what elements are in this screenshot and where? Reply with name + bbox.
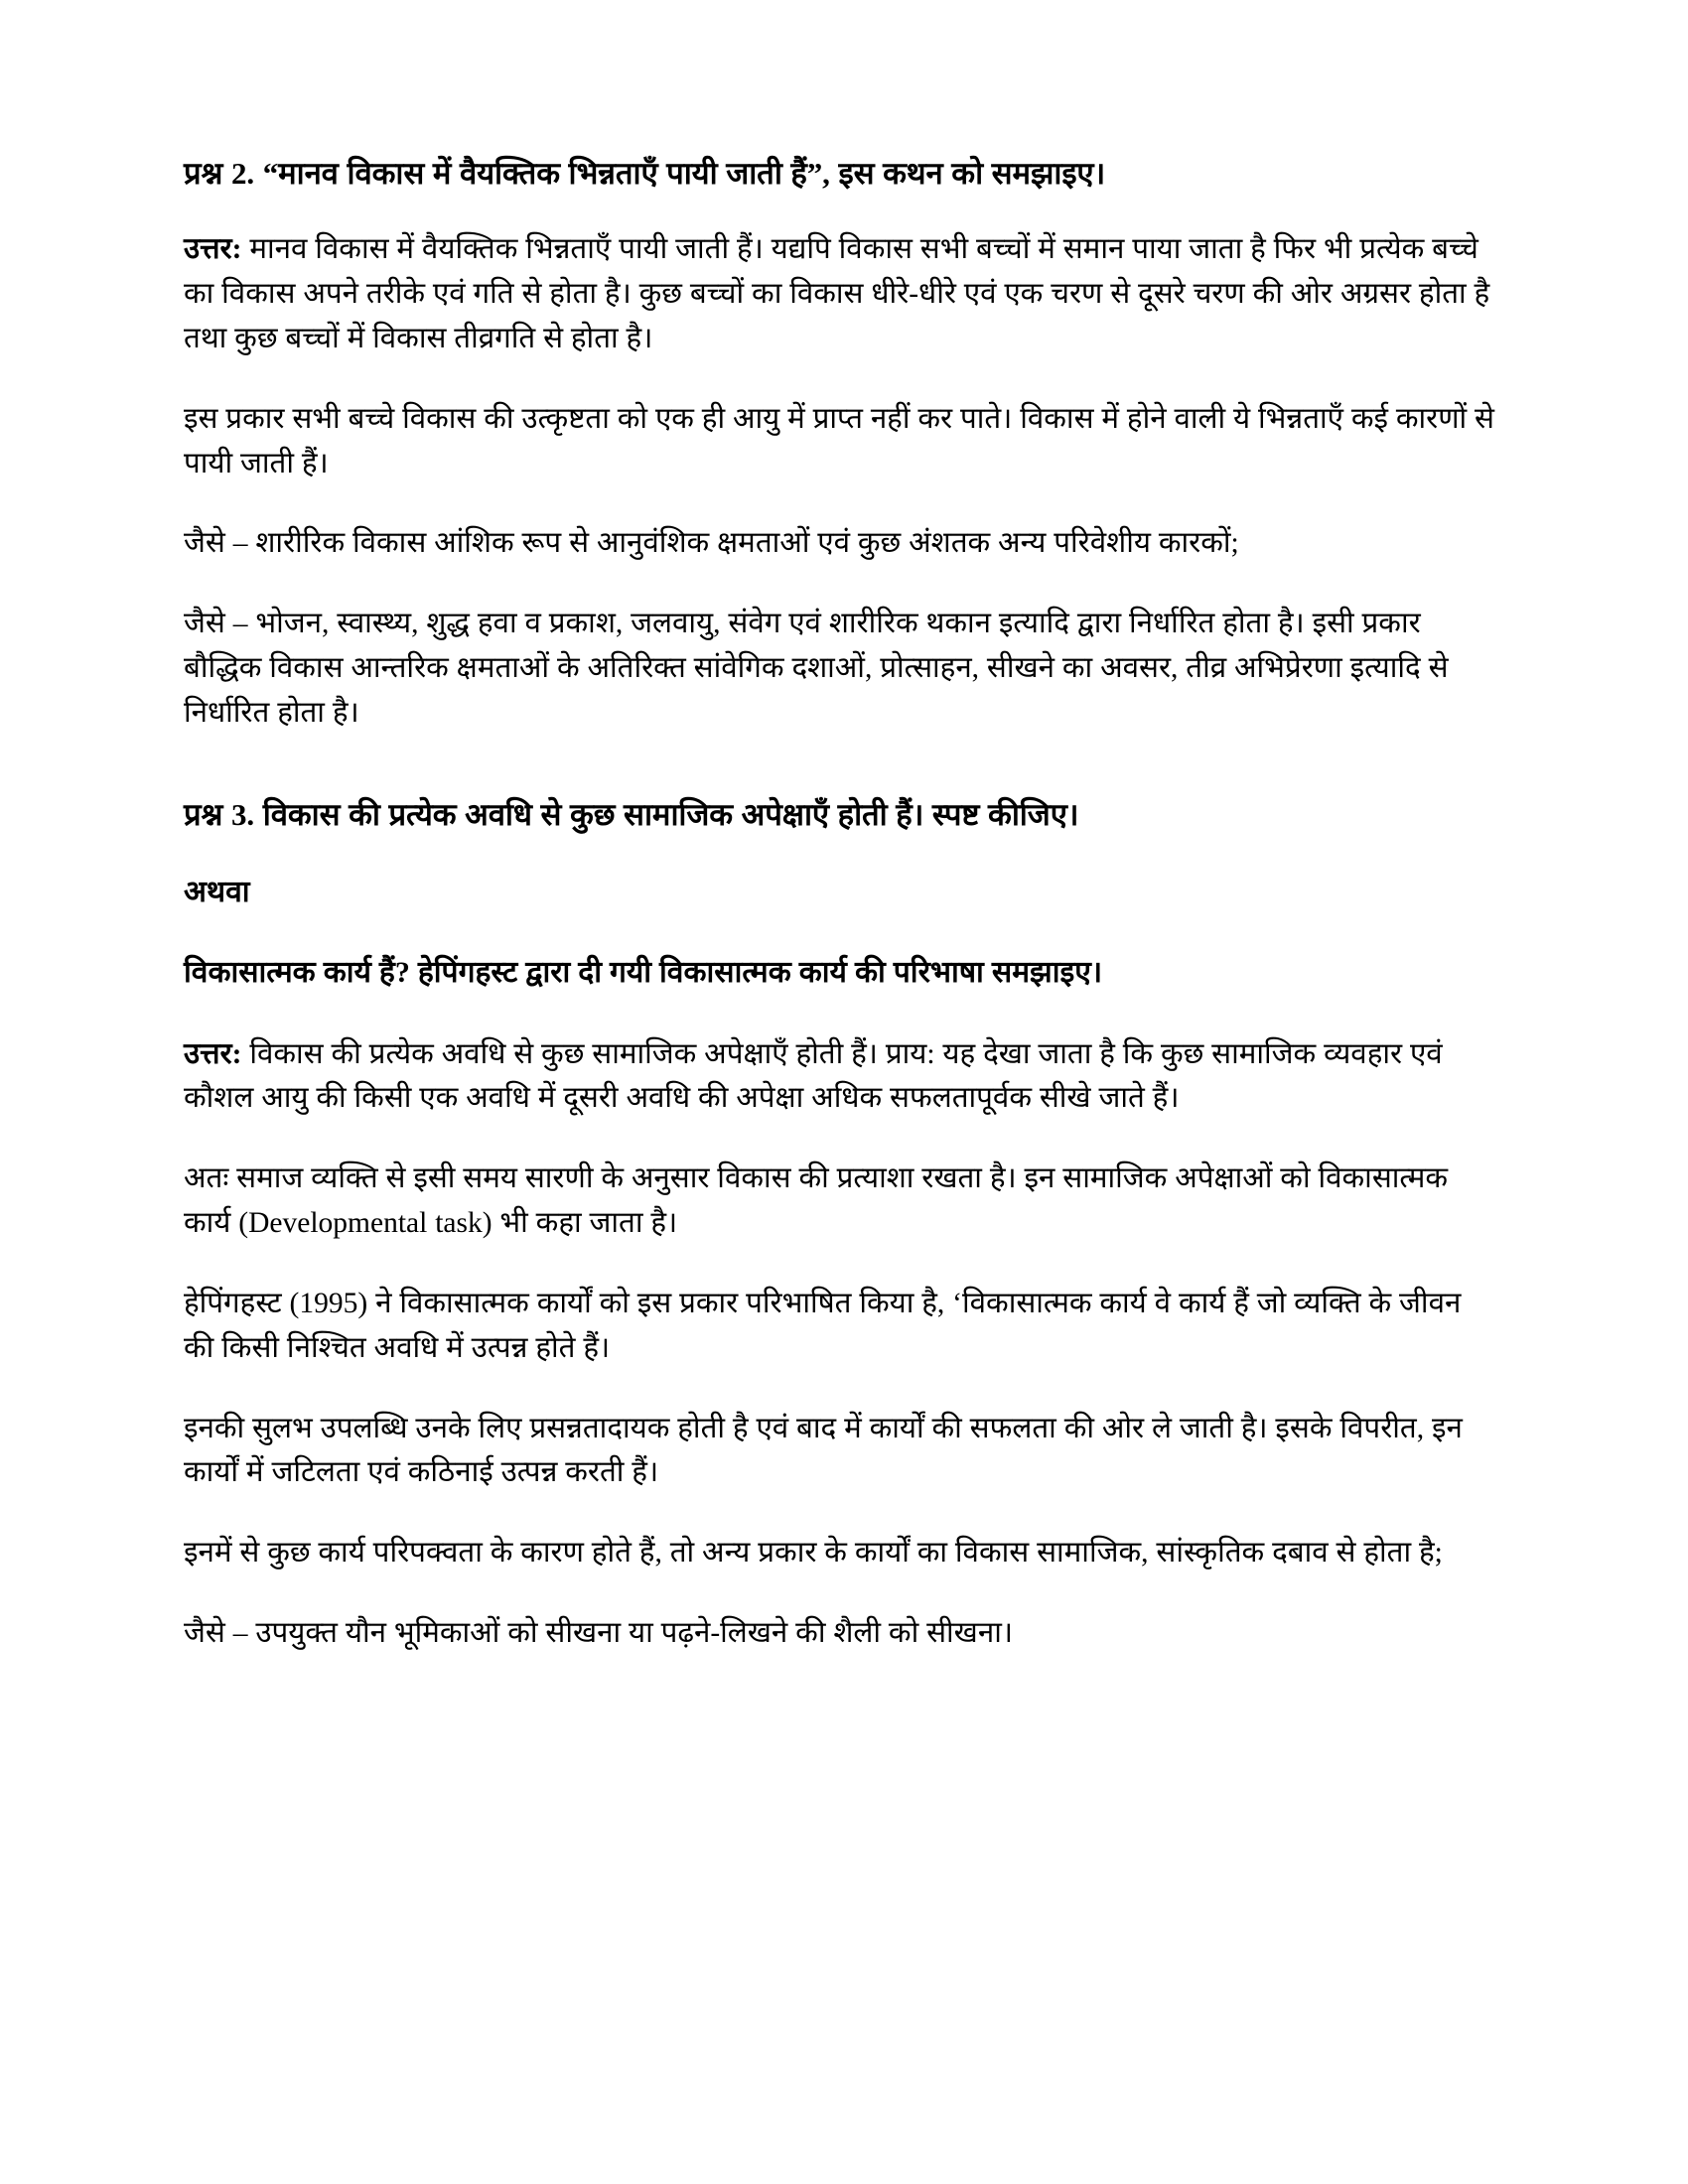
question-3-answer-paragraph-3: हेपिंगहस्ट (1995) ने विकासात्मक कार्यों को इस प्रकार परिभाषित किया है, ‘विकासात्मक कार्य वे कार्य हैं जो व्यक्ति के जीवन की किसी निश्चित अवधि में उत्पन्न होते हैं।: [184, 1287, 1462, 1364]
question-2-answer-paragraph-3: जैसे – शारीरिक विकास आंशिक रूप से आनुवंशिक क्षमताओं एवं कुछ अंशतक अन्य परिवेशीय कारकों;: [184, 527, 1239, 560]
document-content: [184, 154, 1494, 1692]
alternative-label: अथवा: [184, 876, 250, 909]
question-2-heading: प्रश्न 2. “मानव विकास में वैयक्तिक भिन्नताएँ पायी जाती हैं”, इस कथन को समझाइए।: [184, 156, 1106, 191]
answer-text-q3: विकास की प्रत्येक अवधि से कुछ सामाजिक अपेक्षाएँ होती हैं। प्राय: यह देखा जाता है कि कुछ सामाजिक व्यवहार एवं कौशल आयु की किसी एक अवधि में दूसरी अवधि की अपेक्षा अधिक सफलतापूर्वक सीखे जाते हैं।: [184, 1037, 1443, 1115]
alternative-question-heading: विकासात्मक कार्य हैं? हेपिंगहस्ट द्वारा दी गयी विकासात्मक कार्य की परिभाषा समझाइए।: [184, 956, 1103, 990]
answer-label-q3: उत्तर:: [184, 1037, 242, 1070]
answer-text-q2: मानव विकास में वैयक्तिक भिन्नताएँ पायी जाती हैं। यद्यपि विकास सभी बच्चों में समान पाया जाता है फिर भी प्रत्येक बच्चे का विकास अपने तरीके एवं गति से होता है। कुछ बच्चों का विकास धीरे-धीरे एवं एक चरण से दूसरे चरण की ओर अग्रसर होता है तथा कुछ बच्चों में विकास तीव्रगति से होता है।: [184, 233, 1490, 354]
answer-label-q2: उत्तर:: [184, 233, 242, 266]
question-2-answer-paragraph-1: [184, 227, 1494, 360]
question-2-answer-paragraph-4: जैसे – भोजन, स्वास्थ्य, शुद्ध हवा व प्रकाश, जलवायु, संवेग एवं शारीरिक थकान इत्यादि द्वारा निर्धारित होता है। इसी प्रकार बौद्धिक विकास आन्तरिक क्षमताओं के अतिरिक्त सांवेगिक दशाओं, प्रोत्साहन, सीखने का अवसर, तीव्र अभिप्रेरणा इत्यादि से निर्धारित होता है।: [184, 608, 1449, 729]
question-3-answer-paragraph-6: जैसे – उपयुक्त यौन भूमिकाओं को सीखना या पढ़ने-लिखने की शैली को सीखना।: [184, 1617, 1014, 1650]
question-2-answer-paragraph-2: इस प्रकार सभी बच्चे विकास की उत्कृष्टता को एक ही आयु में प्राप्त नहीं कर पाते। विकास में होने वाली ये भिन्नताएँ कई कारणों से पायी जाती हैं।: [184, 402, 1495, 479]
question-3-answer-paragraph-5: इनमें से कुछ कार्य परिपक्वता के कारण होते हैं, तो अन्य प्रकार के कार्यों का विकास सामाजिक, सांस्कृतिक दबाव से होता है;: [184, 1537, 1443, 1570]
question-3-heading: प्रश्न 3. विकास की प्रत्येक अवधि से कुछ सामाजिक अपेक्षाएँ होती हैं। स्पष्ट कीजिए।: [184, 796, 1079, 832]
question-3-answer-paragraph-2: अतः समाज व्यक्ति से इसी समय सारणी के अनुसार विकास की प्रत्याशा रखता है। इन सामाजिक अपेक्षाओं को विकासात्मक कार्य (Developmental task) भी कहा जाता है।: [184, 1162, 1448, 1240]
question-3-answer-paragraph-1: [184, 1032, 1494, 1122]
question-3-answer-paragraph-4: इनकी सुलभ उपलब्धि उनके लिए प्रसन्नतादायक होती है एवं बाद में कार्यों की सफलता की ओर ले जाती है। इसके विपरीत, इन कार्यों में जटिलता एवं कठिनाई उत्पन्न करती हैं।: [184, 1412, 1463, 1489]
